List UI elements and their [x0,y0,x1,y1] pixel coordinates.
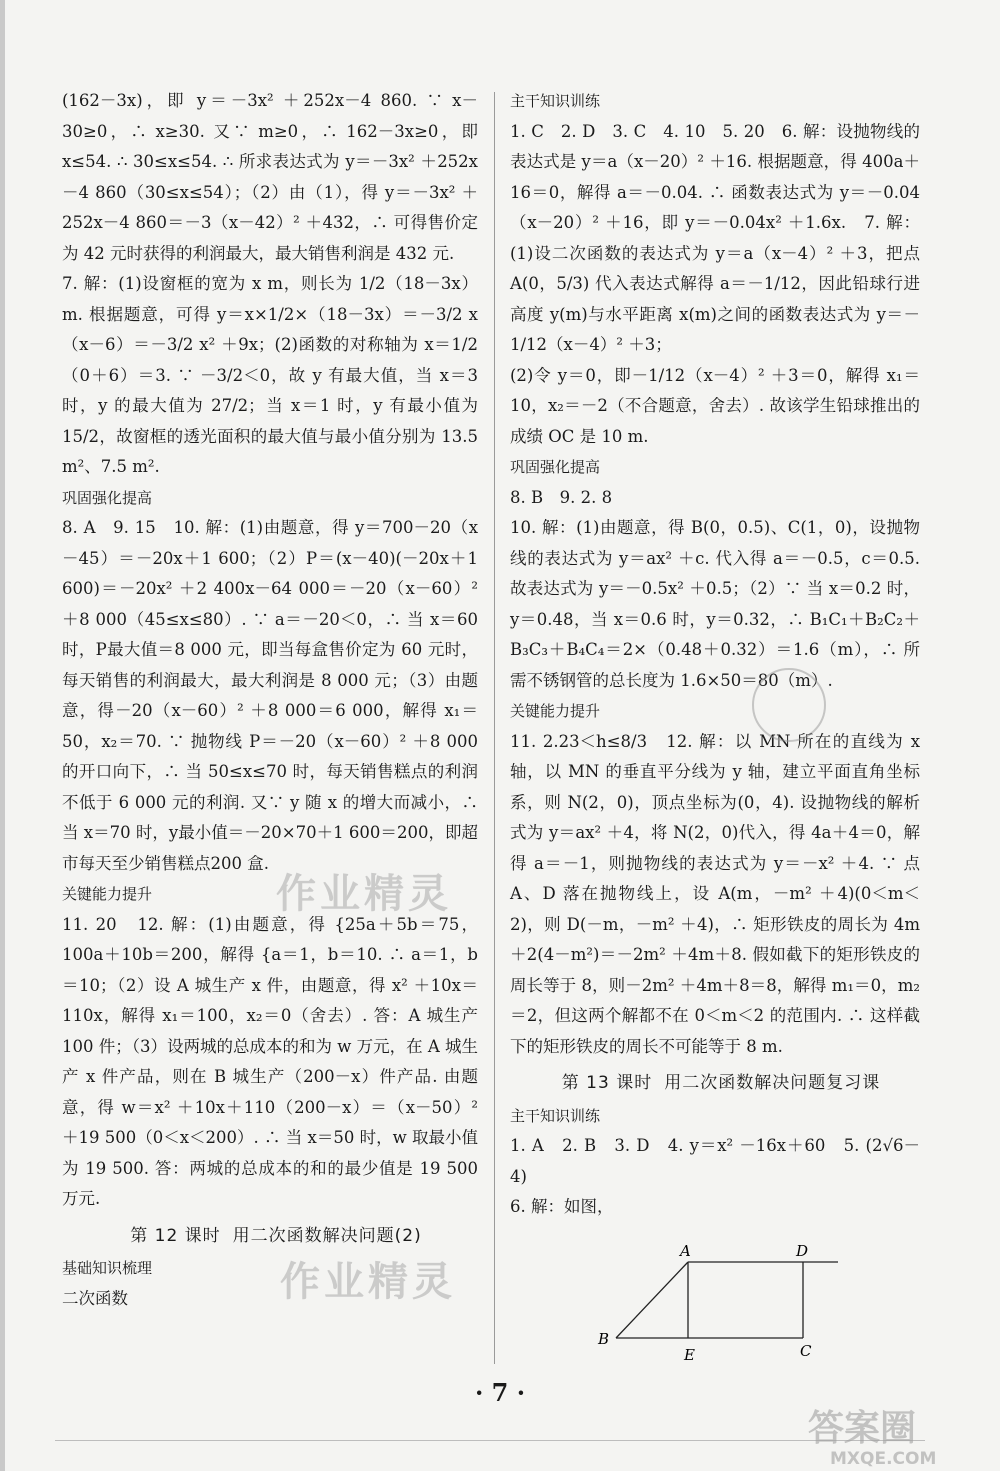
watermark-text: 作业精灵 [276,871,452,917]
answer-paragraph: 7. 解：(1)设窗框的宽为 x m，则长为 1/2（18－3x）m. 根据题意，可得 y＝x×1/2×（18－3x）＝－3/2 x（x－6）＝－3/2 x² ＋9x；(2)函数的对称轴为 x＝1/2（0＋6）＝3. ∵ －3/2＜0，故 y 有最大值，当 x＝3 时，y 的最大值为 27/2；当 x＝1 时，y 有最小值为 15/2，故窗框的透光面积的最大值与最小值分别为 13.5 m²、7.5 m². [62,274,478,476]
point-label-d: D [796,1242,809,1260]
answer-paragraph: 11. 20 12. 解：(1)由题意，得 {25a＋5b＝75，100a＋10b＝200，解得 {a＝1，b＝10. ∴ a＝1，b＝10；（2）设 A 城生产 x 件，由题意，得 x² ＋10x＝110x，解得 x₁＝100，x₂＝0（舍去）. 答：A 城生产 100 件；（3）设两城的总成本的和为 w 万元，在 A 城生产 x 件产品，则在 B 城生产（200－x）件产品. 由题意，得 w＝x² ＋10x＋110（200－x）＝（x－50）² ＋19 500（0＜x＜200）. ∴ 当 x＝50 时，w 取最小值为 19 500. 答：两城的总成本的和的最少值是 19 500万元. [62,914,479,1208]
answer-paragraph: (2)令 y＝0，即－1/12（x－4）² ＋3＝0，解得 x₁＝10，x₂＝－2（不合题意，舍去）. 故该学生铅球推出的成绩 OC 是 10 m. [510,365,920,446]
page-number: · 7 · [474,1378,526,1407]
section-heading: 基础知识梳理 [62,1259,153,1277]
answer-paragraph: 8. A 9. 15 10. 解：(1)由题意，得 y＝700－20（x－45）＝－20x＋1 600；（2）P＝(x－40)(－20x＋1 600)＝－20x² ＋2 400x－64 000＝－20（x－60）² ＋8 000（45≤x≤80）. ∵ a＝－20＜0，∴ 当 x＝60 时，P最大值＝8 000 元，即当每盒售价定为 60 元时，每天销售的利润最大，最大利润是 8 000 元；（3）由题意，得－20（x－60）² ＋8 000＝6 000，解得 x₁＝50，x₂＝70. ∵ 抛物线 P＝－20（x－60）² ＋8 000 的开口向下，∴ 当 50≤x≤70 时，每天销售糕点的利润不低于 6 000 元的利润. 又∵ y 随 x 的增大而减小，∴ 当 x＝70 时，y最小值＝－20×70＋1 600＝200，即超市每天至少销售糕点200 盒. [62,518,478,873]
lesson-title [510,1068,920,1099]
lesson-name: 用二次函数解决问题复习课 [664,1073,881,1093]
trapezoid-figure [588,1240,848,1380]
section-heading: 关键能力提升 [62,885,153,903]
column-divider [494,92,495,1364]
lesson-number: 第 13 课时 [561,1073,653,1093]
logo-text: 答案圈 [808,1408,917,1449]
logo-url: MXQE.COM [830,1449,937,1468]
answer-paragraph: 6. 解：如图， [510,1197,614,1216]
section-heading: 主干知识训练 [510,1106,601,1125]
answer-paragraph: 1. A 2. B 3. D 4. y＝x² －16x＋60 5. (2√6－4) [510,1136,920,1186]
answer-paragraph: 1. C 2. D 3. C 4. 10 5. 20 6. 解：设抛物线的表达式是 y＝a（x－20）² ＋16. 根据题意，得 400a＋16＝0，解得 a＝－0.04. ∴ 函数表达式为 y＝－0.04（x－20）² ＋16，即 y＝－0.04x² ＋1.6x. 7. 解：(1)设二次函数的表达式为 y＝a（x－4）² ＋3，把点 A(0，5/3) 代入表达式解得 a＝－1/12，因此铅球行进高度 y(m)与水平距离 x(m)之间的函数表达式为 y＝－1/12（x－4）² ＋3； [510,121,920,354]
watermark-stamp [752,668,826,742]
point-label-a: A [680,1242,691,1260]
point-label-e: E [684,1346,695,1364]
point-label-b: B [598,1330,610,1348]
binding-edge [0,0,5,1471]
lesson-title [62,1221,478,1252]
answer-paragraph: (162－3x)，即 y＝－3x² ＋252x－4 860. ∵ x－30≥0，∴ x≥30. 又∵ m≥0，∴ 162－3x≥0，即 x≤54. ∴ 30≤x≤54. ∴ 所求表达式为 y＝－3x² ＋252x－4 860（30≤x≤54）；（2）由（1），得 y＝－3x² ＋252x－4 860＝－3（x－42）² ＋432，∴ 可得售价定为 42 元时获得的利润最大，最大销售利润是 432 元. [62,91,478,263]
lesson-number: 第 12 课时 [130,1225,221,1246]
site-logo [800,1392,990,1468]
section-heading: 巩固强化提高 [510,458,601,476]
answer-paragraph: 8. B 9. 2. 8 [510,487,613,507]
section-heading: 主干知识训练 [510,92,601,110]
footer-rule [55,1440,925,1441]
answer-paragraph: 10. 解：(1)由题意，得 B(0，0.5)、C(1，0)，设抛物线的表达式为 y＝ax² ＋c. 代入得 a＝－0.5，c＝0.5. 故表达式为 y＝－0.5x² ＋0.5；（2）∵ 当 x＝0.2 时，y＝0.48，当 x＝0.6 时，y＝0.32，∴ B₁C₁＋B₂C₂＋B₃C₃＋B₄C₄＝2×（0.48＋0.32）＝1.6（m），∴ 所需不锈钢管的总长度为 1.6×50＝80（m）. [510,518,920,690]
answer-paragraph: 二次函数 [62,1288,128,1308]
point-label-c: C [800,1342,812,1360]
section-heading: 巩固强化提高 [62,488,153,507]
right-column [510,86,920,1223]
left-column [62,86,478,1314]
lesson-name: 用二次函数解决问题(2) [232,1225,422,1246]
answer-paragraph: 11. 2.23＜h≤8/3 12. 解：以 MN 所在的直线为 x 轴，以 MN 的垂直平分线为 y 轴，建立平面直角坐标系，则 N(2，0)，顶点坐标为(0，4). 设抛物线的解析式为 y＝ax² ＋4，将 N(2，0)代入，得 4a＋4＝0，解得 a＝－1，则抛物线的表达式为 y＝－x² ＋4. ∵ 点 A、D 落在抛物线上，设 A(m，－m² ＋4)(0＜m＜2)，则 D(－m，－m² ＋4)，∴ 矩形铁皮的周长为 4m＋2(4－m²)＝－2m² ＋4m＋8. 假如截下的矩形铁皮的周长等于 8，则－2m² ＋4m＋8＝8，解得 m₁＝0，m₂＝2，但这两个解都不在 0＜m＜2 的范围内. ∴ 这样截下的矩形铁皮的周长不可能等于 8 m. [510,731,920,1056]
watermark-text: 作业精灵 [280,1259,456,1305]
section-heading: 关键能力提升 [510,702,601,720]
